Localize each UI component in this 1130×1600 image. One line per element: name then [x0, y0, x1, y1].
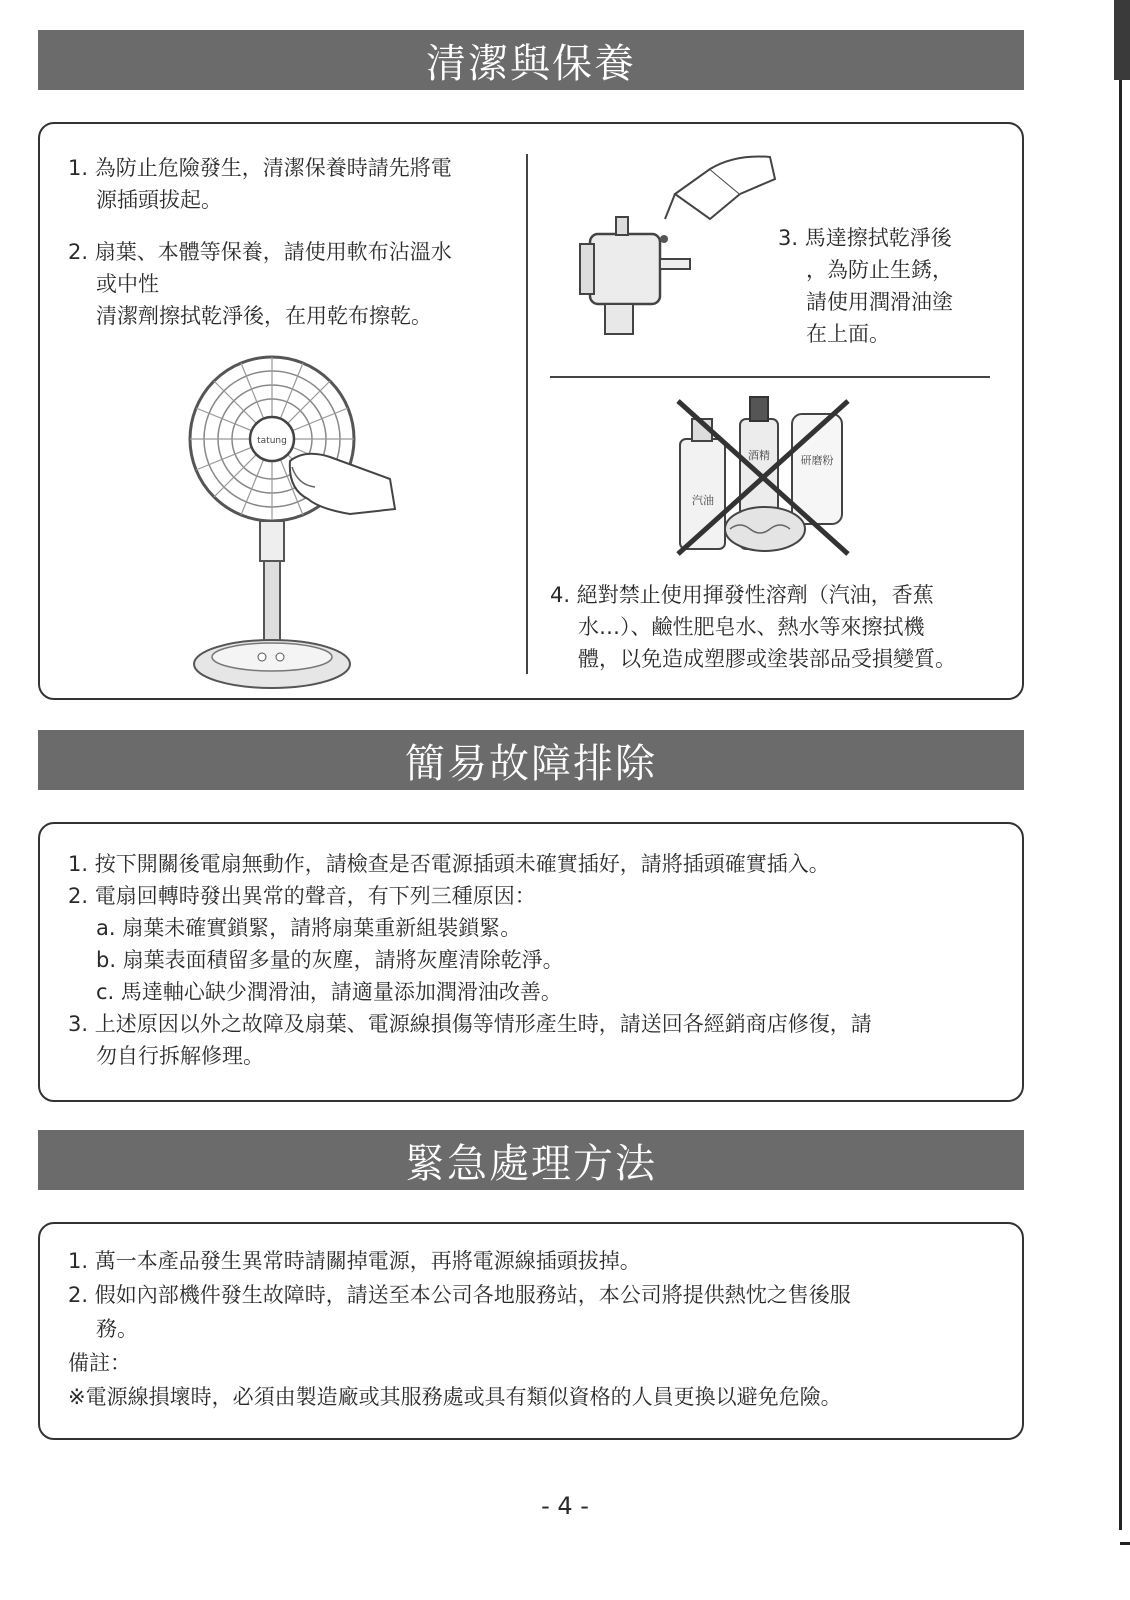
motor-oiling-illustration: [560, 149, 790, 349]
cleaning-item-2-line-1: 2. 扇葉、本體等保養，請使用軟布沾溫水: [68, 240, 452, 264]
page-edge-tick: [1120, 1542, 1130, 1545]
troubleshoot-line-2: 2. 電扇回轉時發出異常的聲音，有下列三種原因：: [68, 884, 536, 908]
troubleshoot-line-1: 1. 按下開關後電扇無動作，請檢查是否電源插頭未確實插好，請將插頭確實插入。: [68, 852, 830, 876]
cleaning-divider-vertical: [526, 154, 528, 674]
page-number: - 4 -: [541, 1492, 589, 1520]
troubleshoot-title-banner: [38, 730, 1024, 790]
prohibited-chemicals-illustration: [670, 389, 855, 564]
cleaning-title: 清潔與保養: [426, 40, 636, 87]
cleaning-title-banner: [38, 30, 1024, 90]
bottle-label-alcohol: 酒精: [748, 449, 770, 462]
cleaning-divider-horizontal: [550, 376, 990, 378]
cleaning-item-2-line-3: 清潔劑擦拭乾淨後，在用乾布擦乾。: [96, 304, 432, 328]
sponge-icon: [725, 507, 805, 551]
emergency-box: [38, 1222, 1024, 1440]
troubleshoot-box: [38, 822, 1024, 1102]
troubleshoot-line-2c: c. 馬達軸心缺少潤滑油，請適量添加潤滑油改善。: [96, 980, 562, 1004]
cleaning-item-4: [550, 579, 956, 675]
bottle-label-powder: 研磨粉: [800, 454, 834, 467]
troubleshoot-line-3-cont: 勿自行拆解修理。: [96, 1044, 264, 1068]
troubleshoot-line-2b: b. 扇葉表面積留多量的灰塵，請將灰塵清除乾淨。: [96, 948, 564, 972]
emergency-line-1: 1. 萬一本產品發生異常時請關掉電源，再將電源線插頭拔掉。: [68, 1249, 641, 1273]
emergency-note-label: 備註：: [68, 1351, 131, 1375]
cleaning-item-1-line-1: 1. 為防止危險發生，清潔保養時請先將電: [68, 156, 452, 180]
cleaning-item-1-line-2: 源插頭拔起。: [96, 188, 222, 212]
cleaning-item-3-line-4: 在上面。: [806, 322, 890, 346]
cleaning-item-4-line-3: 體，以免造成塑膠或塗裝部品受損變質。: [578, 647, 956, 671]
emergency-line-2: 2. 假如內部機件發生故障時，請送至本公司各地服務站，本公司將提供熱忱之售後服: [68, 1283, 851, 1307]
cleaning-item-2: [68, 236, 452, 332]
troubleshoot-title: 簡易故障排除: [405, 740, 657, 787]
oil-drop-icon: [660, 235, 668, 243]
cleaning-item-3-line-3: 請使用潤滑油塗: [806, 290, 953, 314]
bottle-label-gasoline: 汽油: [692, 494, 714, 507]
page-edge-bar: [1114, 0, 1130, 80]
troubleshoot-list: [68, 848, 872, 1072]
troubleshoot-line-2a: a. 扇葉未確實鎖緊，請將扇葉重新組裝鎖緊。: [96, 916, 522, 940]
emergency-note-text: ※電源線損壞時，必須由製造廠或其服務處或具有類似資格的人員更換以避免危險。: [68, 1385, 842, 1409]
emergency-title: 緊急處理方法: [405, 1140, 657, 1187]
cleaning-item-2-line-2: 或中性: [96, 272, 159, 296]
page-edge-line: [1119, 80, 1122, 1530]
emergency-list: [68, 1244, 851, 1414]
emergency-line-2-cont: 務。: [96, 1317, 138, 1341]
troubleshoot-line-3: 3. 上述原因以外之故障及扇葉、電源線損傷等情形產生時，請送回各經銷商店修復，請: [68, 1012, 872, 1036]
cleaning-box: [38, 122, 1024, 700]
electric-fan-illustration: [180, 349, 420, 699]
cleaning-item-4-line-1: 4. 絕對禁止使用揮發性溶劑（汽油，香蕉: [550, 583, 934, 607]
emergency-title-banner: [38, 1130, 1024, 1190]
fan-logo: tatung: [257, 436, 287, 446]
cleaning-item-4-line-2: 水…）、鹼性肥皂水、熱水等來擦拭機: [578, 615, 925, 639]
cleaning-item-3: [778, 222, 953, 350]
cleaning-item-3-line-1: 3. 馬達擦拭乾淨後: [778, 226, 952, 250]
cleaning-item-1: [68, 152, 452, 216]
cleaning-item-3-line-2: ，為防止生銹，: [806, 258, 953, 282]
